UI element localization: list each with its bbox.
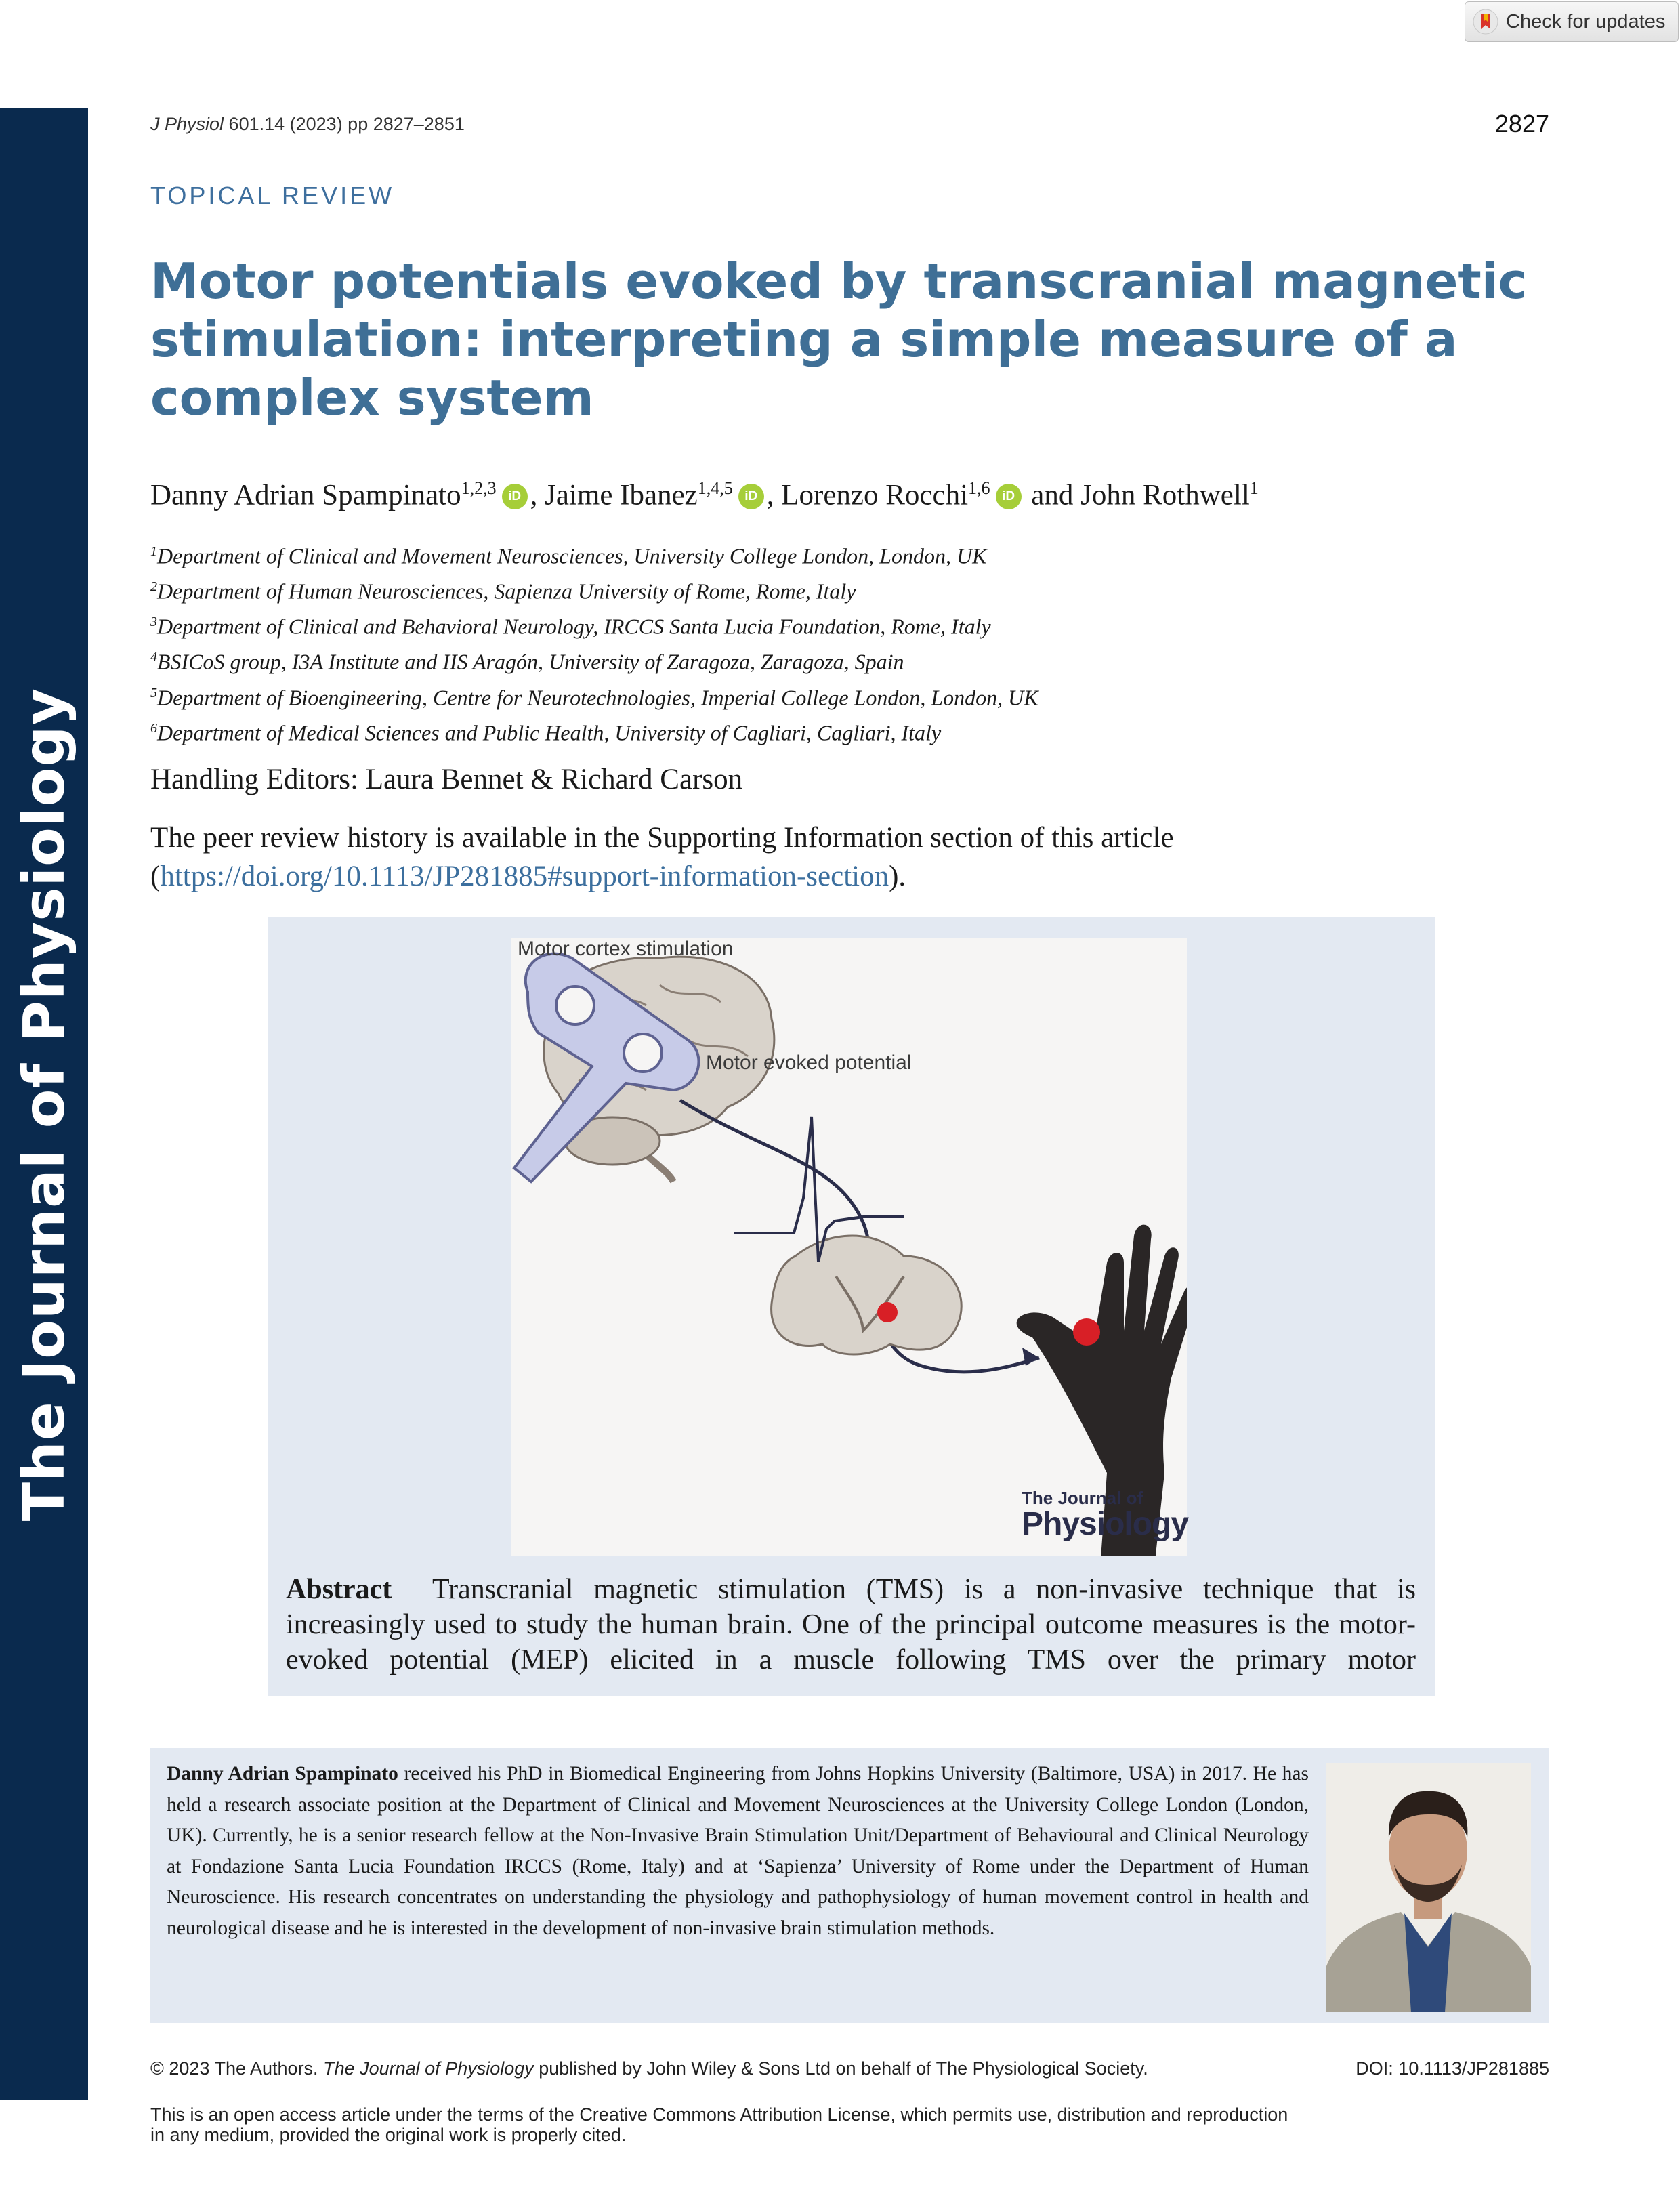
- affiliation-text: BSICoS group, I3A Institute and IIS Aragón, University of Zaragoza, Zaragoza, Spain: [157, 650, 904, 675]
- affiliation-sup: 3: [150, 615, 157, 630]
- affiliation-item: [150, 678, 1038, 713]
- peer-review-text: The peer review history is available in the Supporting Information section of this article: [150, 822, 1174, 854]
- affiliation-item: [150, 642, 1038, 678]
- author-name: Jaime Ibanez: [545, 479, 698, 512]
- affiliation-sup: 1: [150, 544, 157, 559]
- author-affil-sup: 1,2,3: [461, 478, 497, 498]
- author-name: Lorenzo Rocchi: [781, 479, 969, 512]
- author-affil-sup: 1,4,5: [697, 478, 733, 498]
- journal-logo-line2: Physiology: [1022, 1506, 1189, 1542]
- journal-logo-line1: The Journal of: [1022, 1488, 1143, 1508]
- affiliation-text: Department of Clinical and Behavioral Neurology, IRCCS Santa Lucia Foundation, Rome, Italy: [157, 614, 991, 639]
- article-title: Motor potentials evoked by transcranial magnetic stimulation: interpreting a simple measure of a complex system: [150, 253, 1528, 426]
- abstract-text: [286, 1572, 1416, 1678]
- label-motor-cortex-stimulation: Motor cortex stimulation: [518, 938, 734, 960]
- label-motor-evoked-potential: Motor evoked potential: [706, 1051, 912, 1074]
- author-separator: ,: [766, 479, 782, 512]
- orcid-icon[interactable]: iD: [738, 484, 764, 509]
- author-list: [150, 478, 1259, 512]
- journal-abbrev: J Physiol: [150, 114, 224, 134]
- graphical-abstract: [511, 938, 1187, 1556]
- copyright-journal: The Journal of Physiology: [323, 2058, 534, 2079]
- affiliation-sup: 2: [150, 579, 157, 595]
- author-photo: [1326, 1763, 1531, 2012]
- author-separator: ,: [530, 479, 545, 512]
- orcid-icon[interactable]: iD: [996, 484, 1022, 509]
- copyright-line: [150, 2058, 1148, 2079]
- peer-review-note: [150, 818, 1546, 896]
- bio-body: received his PhD in Biomedical Engineering from Johns Hopkins University (Baltimore, USA) in 2017. He has held a research associate position at the Department of Clinical and Movement Neurosciences at the University College London (London, UK). Currently, he is a senior research fellow at the Non-Invasive Brain Stimulation Unit/Department of Behavioural and Clinical Neurology at Fondazione Santa Lucia Foundation IRCCS (Rome, Italy) and at ‘Sapienza’ University of Rome under the Department of Human Neuroscience. His research concentrates on understanding the physiology and pathophysiology of human movement control in health and neurological disease and he is interested in the development of non-invasive brain stimulation methods.: [167, 1763, 1309, 1939]
- affiliation-text: Department of Clinical and Movement Neurosciences, University College London, London, UK: [157, 543, 987, 568]
- affiliation-text: Department of Bioengineering, Centre for Neurotechnologies, Imperial College London, London, UK: [157, 685, 1038, 710]
- abstract-body: Transcranial magnetic stimulation (TMS) is a non-invasive technique that is increasingly used to study the human brain. One of the principal outcome measures is the motor-evoked potential (MEP) elicited in a muscle following TMS over the primary motor: [286, 1574, 1416, 1675]
- abstract-heading: Abstract: [286, 1574, 392, 1605]
- bio-name: Danny Adrian Spampinato: [167, 1763, 398, 1785]
- section-label: TOPICAL REVIEW: [150, 182, 395, 209]
- bookmark-icon: [1472, 8, 1499, 35]
- copyright-prefix: © 2023 The Authors.: [150, 2058, 324, 2079]
- footer-doi: DOI: 10.1113/JP281885: [1356, 2058, 1549, 2079]
- peer-review-link[interactable]: https://doi.org/10.1113/JP281885#support-information-section: [160, 860, 889, 892]
- author-affil-sup: 1: [1249, 478, 1259, 498]
- paren-close: ).: [889, 860, 906, 892]
- orcid-icon[interactable]: iD: [502, 484, 528, 509]
- affiliation-list: [150, 537, 1038, 749]
- author-name: Danny Adrian Spampinato: [150, 479, 461, 512]
- affiliation-item: [150, 537, 1038, 572]
- page-number: 2827: [1494, 110, 1549, 138]
- muscle-stimulation-dot: [1073, 1318, 1100, 1346]
- affiliation-sup: 6: [150, 720, 157, 736]
- affiliation-text: Department of Human Neurosciences, Sapienza University of Rome, Rome, Italy: [157, 579, 856, 604]
- affiliation-sup: 5: [150, 685, 157, 701]
- author-photo-svg: [1326, 1763, 1531, 2012]
- affiliation-item: [150, 572, 1038, 607]
- copyright-suffix: published by John Wiley & Sons Ltd on behalf of The Physiological Society.: [533, 2058, 1148, 2079]
- author-bio: [167, 1759, 1309, 1944]
- check-for-updates-button[interactable]: [1465, 1, 1679, 42]
- spinal-stimulation-dot: [877, 1302, 898, 1322]
- sidebar-journal-name: The Journal of Physiology: [11, 687, 77, 1522]
- citation: 601.14 (2023) pp 2827–2851: [224, 114, 465, 134]
- graphical-abstract-svg: [511, 938, 1187, 1556]
- journal-sidebar: [0, 108, 88, 2100]
- running-header: [150, 114, 465, 135]
- affiliation-text: Department of Medical Sciences and Public Health, University of Cagliari, Cagliari, Italy: [157, 720, 942, 745]
- license-text: This is an open access article under the terms of the Creative Commons Attribution License, which permits use, distribution and reproduction in any medium, provided the original work is properly cited.: [150, 2104, 1288, 2145]
- paren-open: (: [150, 860, 161, 892]
- affiliation-item: [150, 713, 1038, 749]
- author-name: John Rothwell: [1080, 479, 1250, 512]
- author-separator: and: [1024, 479, 1081, 512]
- affiliation-sup: 4: [150, 650, 157, 665]
- affiliation-item: [150, 607, 1038, 642]
- author-affil-sup: 1,6: [968, 478, 990, 498]
- handling-editors: Handling Editors: Laura Bennet & Richard Carson: [150, 764, 743, 795]
- check-for-updates-label: Check for updates: [1506, 10, 1666, 33]
